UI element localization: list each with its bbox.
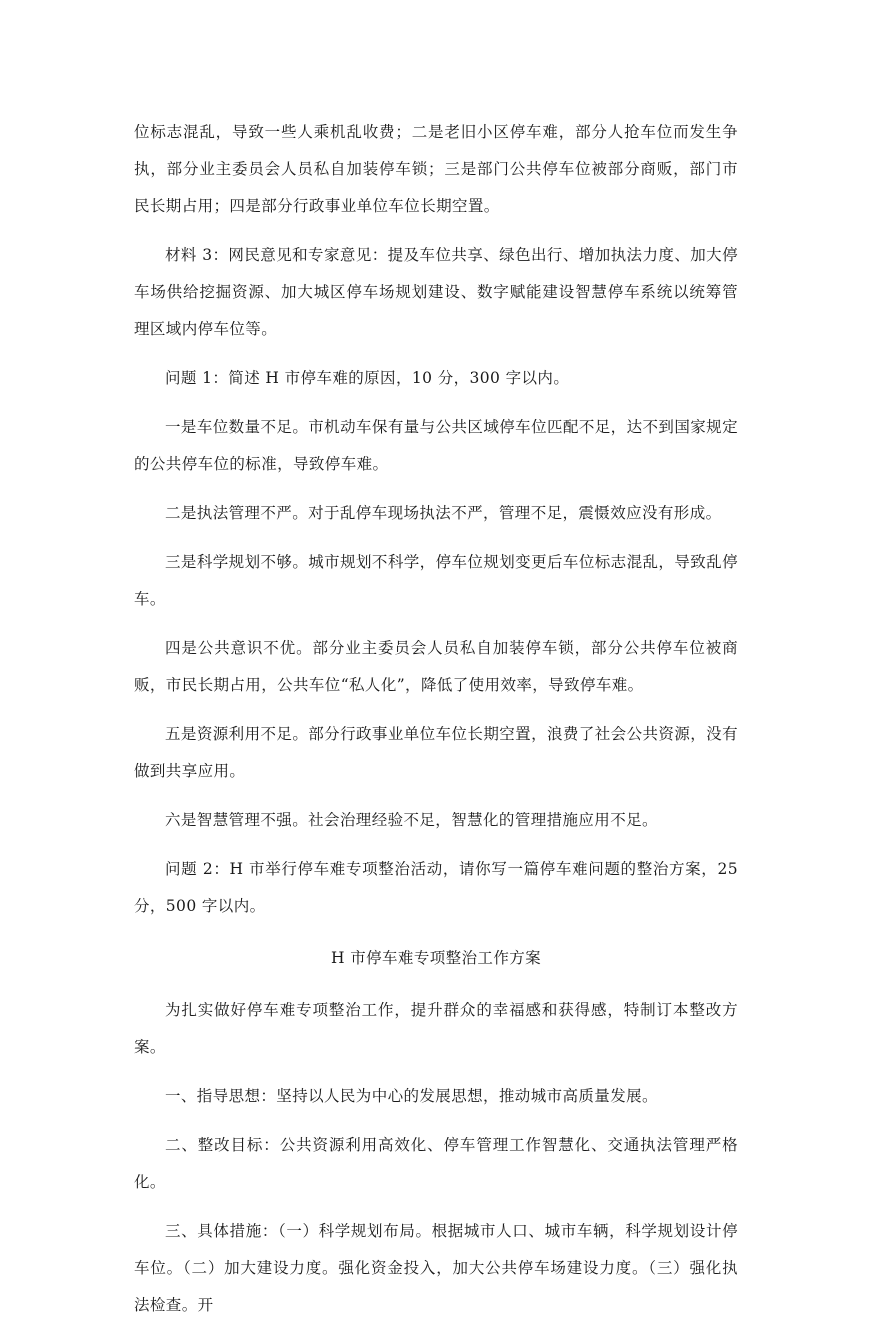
paragraph-question-2: 问题 2：H 市举行停车难专项整治活动，请你写一篇停车难问题的整治方案，25 分，500 字以内。 bbox=[134, 860, 738, 915]
paragraph-measures: 三、具体措施：（一）科学规划布局。根据城市人口、城市车辆，科学规划设计停车位。（二）加大建设力度。强化资金投入，加大公共停车场建设力度。（三）强化执法检查。开 bbox=[134, 1222, 738, 1314]
paragraph-reason-4: 四是公共意识不优。部分业主委员会人员私自加装停车锁，部分公共停车位被商贩，市民长期占用，公共车位“私人化”，降低了使用效率，导致停车难。 bbox=[134, 639, 738, 694]
paragraph-reason-6: 六是智慧管理不强。社会治理经验不足，智慧化的管理措施应用不足。 bbox=[165, 811, 658, 829]
paragraph-plan-intro: 为扎实做好停车难专项整治工作，提升群众的幸福感和获得感，特制订本整改方案。 bbox=[134, 1001, 738, 1056]
paragraph-reason-1: 一是车位数量不足。市机动车保有量与公共区域停车位匹配不足，达不到国家规定的公共停车位的标准，导致停车难。 bbox=[134, 418, 738, 473]
paragraph-continued: 位标志混乱，导致一些人乘机乱收费；二是老旧小区停车难，部分人抢车位而发生争执，部分业主委员会人员私自加装停车锁；三是部门公共停车位被部分商贩，部门市民长期占用；四是部分行政事业单位车位长期空置。 bbox=[134, 123, 738, 215]
paragraph-reason-2: 二是执法管理不严。对于乱停车现场执法不严，管理不足，震慑效应没有形成。 bbox=[165, 504, 722, 522]
plan-title: H 市停车难专项整治工作方案 bbox=[330, 949, 542, 967]
paragraph-goals: 二、整改目标：公共资源利用高效化、停车管理工作智慧化、交通执法管理严格化。 bbox=[134, 1136, 738, 1191]
paragraph-reason-3: 三是科学规划不够。城市规划不科学，停车位规划变更后车位标志混乱，导致乱停车。 bbox=[134, 553, 738, 608]
paragraph-question-1: 问题 1：简述 H 市停车难的原因，10 分，300 字以内。 bbox=[165, 369, 570, 387]
document-body bbox=[134, 114, 738, 1324]
paragraph-reason-5: 五是资源利用不足。部分行政事业单位车位长期空置，浪费了社会公共资源，没有做到共享应用。 bbox=[134, 725, 738, 780]
paragraph-guiding-thought: 一、指导思想：坚持以人民为中心的发展思想，推动城市高质量发展。 bbox=[165, 1087, 658, 1105]
paragraph-material-3: 材料 3：网民意见和专家意见：提及车位共享、绿色出行、增加执法力度、加大停车场供给挖掘资源、加大城区停车场规划建设、数字赋能建设智慧停车系统以统筹管理区域内停车位等。 bbox=[134, 246, 738, 338]
